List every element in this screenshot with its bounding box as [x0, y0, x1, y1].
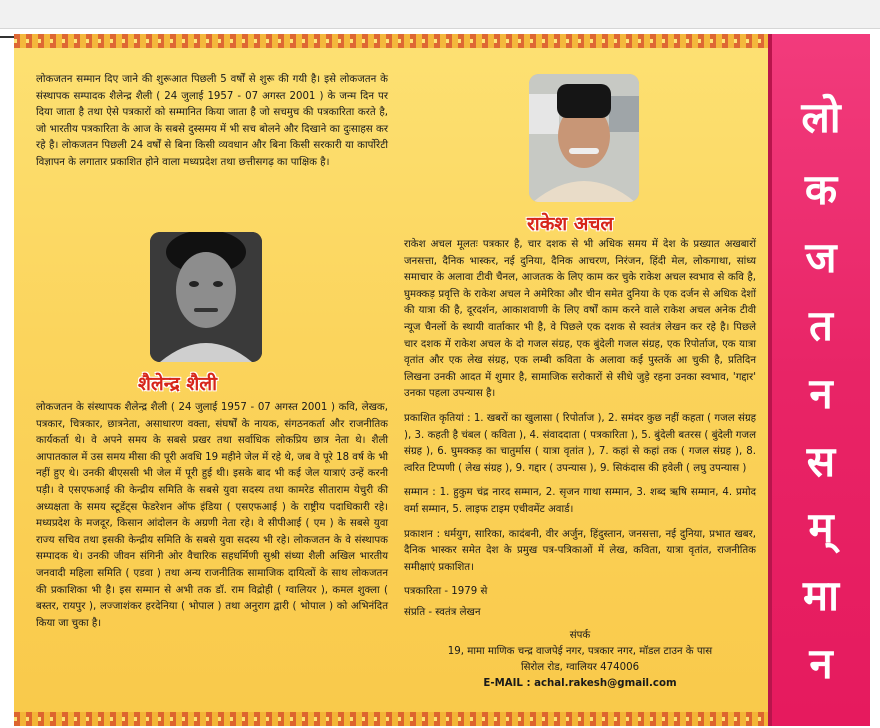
- bottom-decorative-border: [14, 712, 772, 726]
- rakesh-works: प्रकाशित कृतियां : 1. खबरों का खुलासा ( रिपोर्ताज ), 2. समंदर कुछ नहीं कहता ( गजल संग्रह ), 3. कहती है चंबल ( कविता ), 4. संवाददाता ( पत्रकारिता ), 5. बुंदेली बतरस ( बुंदेली गजल संग्रह ), 6. घुमक्कड़ का चातुर्मास ( यात्रा वृतांत ), 7. कहां से कहां तक ( गजल संग्रह ), 8. त्वरित टिप्पणी ( लेख संग्रह ), 9. गद्दार ( उपन्यास ), 9. सिकंदास की हवेली ( लघु उपन्यास ): [404, 412, 756, 474]
- brand-letter: स: [806, 437, 836, 486]
- brand-letter: लो: [801, 93, 841, 142]
- portrait-shailendra: [150, 232, 262, 362]
- brand-letter: मा: [803, 571, 839, 620]
- rakesh-bio: राकेश अचल मूलतः पत्रकार है, चार दशक से भी अधिक समय में देश के प्रख्यात अखबारों जनसत्ता, दैनिक भास्कर, नई दुनिया, दैनिक आचरण, निरंजन, हिंदी मेल, लोकगाथा, सांध्य समाचार के अलावा टीवी चैनल, आजतक के लिए काम कर चुके राकेश अचल स्वभाव से कवि है, घुमक्कड़ प्रवृत्ति के राकेश अचल ने अमेरिका और चीन समेत दुनिया के एक दर्जन से अधिक देशों की यात्रा की है, दूरदर्शन, आकाशवाणी के लिए वर्षों काम करने वाले राकेश अचल अनेक टीवी न्यूज चैनलों के स्थायी वार्ताकार भी है, वे पिछले एक दशक से स्वतंत्र लेखन कर रहे है। पिछले चार दशक में राकेश अचल के दो गजल संग्रह, एक बुंदेली गजल संग्रह, एक रिपोर्ताज, एक यात्रा वृतांत और एक लेख संग्रह, एक लम्बी कविता के अलावा कई पुस्तकें आ चुकी है, प्रतिदिन लिखना उनकी आदत में शुमार है, सामाजिक सरोकारों से सीधे जुड़े रहना उनका स्वभाव, 'गद्दार' उनका पहला उपन्यास है।: [404, 239, 756, 400]
- contact-email: E-MAIL : achal.rakesh@gmail.com: [483, 678, 677, 689]
- rakesh-details: [404, 237, 756, 621]
- portrait-image: [529, 74, 639, 202]
- brand-letter: क: [804, 165, 838, 214]
- top-decorative-border: [14, 34, 772, 48]
- rakesh-publication: प्रकाशन : धर्मयुग, सारिका, कादंबनी, वीर अर्जुन, हिंदुस्तान, जनसत्ता, नई दुनिया, प्रभात खबर, दैनिक भास्कर समेत देश के प्रमुख पत्र-पत्रिकाओं में लेख, कविता, यात्रा वृतांत, राजनीतिक समीक्षाएं प्रकाशित।: [404, 528, 756, 573]
- brand-band: [768, 34, 870, 726]
- rakesh-journalism: पत्रकारिता - 1979 से: [404, 586, 488, 598]
- intro-paragraph: लोकजतन सम्मान दिए जाने की शुरूआत पिछली 5 वर्षों से शुरू की गयी है। इसे लोकजतन के संस्थापक सम्पादक शैलेन्द्र शैली ( 24 जुलाई 1957 - 07 अगस्त 2001 ) के जन्म दिन पर दिया जाता है तथा ऐसे पत्रकारों को सम्मानित किया जाता है जो सचमुच की पत्रकारिता करते है, जो भारतीय पत्रकारिता के आज के सबसे दुस्समय में भी सच बोलने और दिखाने का दुःसाहस कर रहे है। लोकजतन पिछली 24 वर्षों से बिना किसी व्यवधान और बिना किसी सरकारी या कार्पोरेटी विज्ञापन के लगातार प्रकाशित होने वाला मध्यप्रदेश तथा छत्तीसगढ़ का पाक्षिक है।: [36, 74, 388, 168]
- brand-letter: न: [809, 369, 833, 418]
- brand-letter: त: [809, 301, 833, 350]
- portrait-rakesh: [529, 74, 639, 202]
- portrait-image: [150, 232, 262, 362]
- brand-letter: ज: [805, 233, 837, 282]
- contact-address-line1: 19, मामा माणिक चन्द्र वाजपेई नगर, पत्रकार नगर, मॉडल टाउन के पास: [447, 646, 713, 657]
- brand-letter: न: [809, 639, 833, 688]
- rakesh-current: संप्रति - स्वतंत्र लेखन: [404, 606, 481, 618]
- rakesh-name: राकेश अचल: [527, 213, 614, 235]
- award-poster: [14, 34, 870, 726]
- brand-letter: म्: [808, 503, 834, 552]
- rakesh-awards: सम्मान : 1. हुकुम चंद्र नारद सम्मान, 2. सृजन गाथा सम्मान, 3. शब्द ऋषि सम्मान, 4. प्रमोद वर्मा सम्मान, 5. लाइफ टाइम एचीवमेंट अवार्ड।: [404, 487, 756, 515]
- shailendra-name: शैलेन्द्र शैली: [138, 373, 218, 395]
- viewer-toolbar: [0, 0, 880, 29]
- contact-block: [404, 628, 756, 692]
- contact-heading: संपर्क: [569, 630, 591, 641]
- divider: [0, 36, 14, 38]
- shailendra-bio: लोकजतन के संस्थापक शैलेन्द्र शैली ( 24 जुलाई 1957 - 07 अगस्त 2001 ) कवि, लेखक, पत्रकार, चित्रकार, छात्रनेता, असाधारण वक्ता, संघर्षों के नायक, संगठनकर्ता और राजनीतिक कार्यकर्ता थे। वे अपने समय के सबसे प्रखर तथा सर्वाधिक लोकप्रिय छात्र नेता थे। शैली आपातकाल में उस समय मीसा की पूरी अवधि 19 महीने जेल में रहे थे, जब वे पूरे 18 वर्ष के भी नहीं हुए थे। उनकी बीएससी भी जेल में पूरी हुई थी। इसके बाद भी कई जेल यात्राएं उन्हें करनी पड़ी। वे एसएफआई की केन्द्रीय समिति के सबसे युवा सदस्य तथा कामरेड सीताराम येचुरी की अध्यक्षता के समय स्टूडेंट्स फेडरेशन ऑफ इंडिया ( एसएफआई ) के राष्ट्रीय पदाधिकारी रहे। मध्यप्रदेश के मजदूर, किसान आंदोलन के अग्रणी नेता रहे। वे सीपीआई ( एम ) के सबसे युवा राज्य सचिव तथा इसकी केन्द्रीय समिति के सबसे युवा सदस्य भी रहे। लोकजतन के वे संस्थापक सम्पादक थे। उनकी जीवन संगिनी ओर वैचारिक सहधर्मिणी सुश्री संध्या शैली अखिल भारतीय जनवादी महिला समिति ( एडवा ) तथा अन्य राजनीतिक सामाजिक दायित्वों के साथ लोकजतन की प्रकाशिका भी है। इस सम्मान से अभी तक डॉ. राम विद्रोही ( ग्वालियर ), कमल शुक्ला ( बस्तर, रायपुर ), लज्जाशंकर हरदेनिया ( भोपाल ) तथा अनुराग द्वारी ( भोपाल ) को अभिनंदित किया जा चुका है।: [36, 402, 388, 629]
- contact-address-line2: सिरोल रोड, ग्वालियर 474006: [520, 662, 640, 673]
